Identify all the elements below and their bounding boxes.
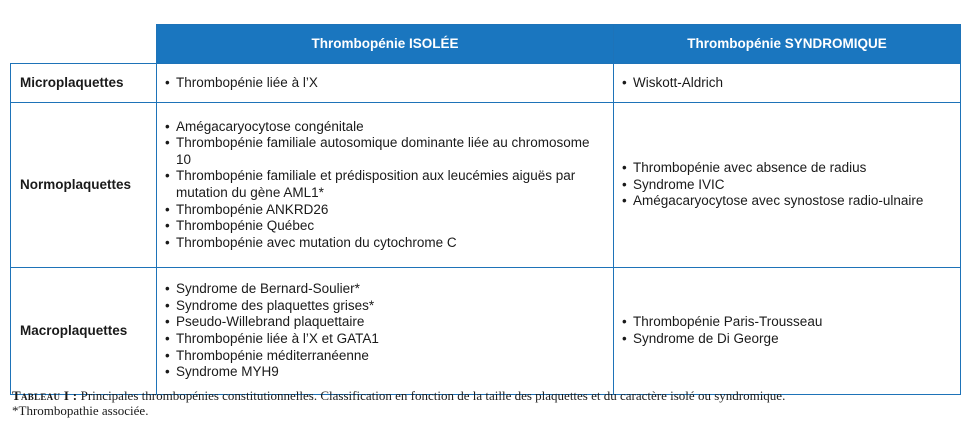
table-row — [11, 268, 961, 395]
cell-syndromique — [614, 103, 961, 268]
corner-cell — [11, 25, 157, 64]
bullet-icon: • — [165, 297, 170, 313]
row-label-normoplaquettes: Normoplaquettes — [11, 103, 157, 268]
list-item-text: Thrombopénie familiale autosomique dominante liée au chromosome 10 — [176, 135, 590, 167]
list-item-text: Thrombopénie ANKRD26 — [176, 201, 329, 217]
list-item — [165, 135, 605, 168]
list-item-text: Syndrome IVIC — [633, 176, 725, 192]
item-list — [622, 160, 952, 210]
list-item — [165, 218, 605, 235]
list-item — [622, 177, 952, 194]
bullet-icon: • — [165, 364, 170, 380]
list-item-text: Thrombopénie Québec — [176, 218, 315, 234]
list-item — [622, 160, 952, 177]
bullet-icon: • — [165, 218, 170, 234]
bullet-icon: • — [165, 281, 170, 297]
bullet-icon: • — [165, 347, 170, 363]
list-item-text: Syndrome MYH9 — [176, 364, 279, 380]
list-item-text: Thrombopénie liée à l’X et GATA1 — [176, 331, 379, 346]
item-list — [622, 75, 952, 92]
list-item-text: Amégacaryocytose congénitale — [176, 118, 364, 134]
bullet-icon: • — [622, 74, 627, 90]
caption-line — [12, 389, 962, 404]
table-row — [11, 64, 961, 103]
list-item — [165, 202, 605, 219]
list-item — [165, 168, 605, 201]
bullet-icon: • — [165, 74, 170, 90]
bullet-icon: • — [165, 234, 170, 250]
list-item-text: Pseudo-Willebrand plaquettaire — [176, 314, 365, 330]
bullet-icon: • — [622, 176, 627, 192]
list-item-text: Thrombopénie liée à l’X — [176, 74, 318, 90]
table-container — [10, 24, 960, 395]
header-syndromique: Thrombopénie SYNDROMIQUE — [614, 25, 961, 64]
list-item-text: Thrombopénie Paris-Trousseau — [633, 314, 823, 330]
cell-syndromique — [614, 268, 961, 395]
bullet-icon: • — [165, 201, 170, 217]
classification-table — [10, 24, 961, 395]
table-row — [11, 103, 961, 268]
cell-syndromique — [614, 64, 961, 103]
list-item-text: Syndrome des plaquettes grises* — [176, 297, 375, 313]
row-label-microplaquettes: Microplaquettes — [11, 64, 157, 103]
item-list — [165, 75, 605, 92]
caption-label: Tableau I : — [12, 388, 78, 403]
item-list — [165, 119, 605, 252]
bullet-icon: • — [165, 168, 170, 184]
bullet-icon: • — [622, 314, 627, 330]
list-item-text: Thrombopénie familiale et prédisposition aux leucémies aiguës par mutation du gène AML1* — [176, 168, 576, 200]
list-item-text: Syndrome de Bernard-Soulier* — [176, 281, 360, 297]
cell-isolee — [157, 103, 614, 268]
list-item-text: Thrombopénie avec mutation du cytochrome C — [176, 234, 457, 250]
header-isolee: Thrombopénie ISOLÉE — [157, 25, 614, 64]
list-item — [165, 235, 605, 252]
item-list — [165, 281, 605, 381]
item-list — [622, 314, 952, 347]
list-item — [165, 364, 605, 381]
list-item — [165, 298, 605, 315]
header-row — [11, 25, 961, 64]
list-item — [165, 331, 605, 348]
list-item — [622, 314, 952, 331]
list-item — [622, 331, 952, 348]
bullet-icon: • — [622, 160, 627, 176]
caption-text: Principales thrombopénies constitutionnelles. Classification en fonction de la taille des plaquettes et du caractère isolé ou syndromique. — [77, 388, 786, 403]
list-item-text: Thrombopénie méditerranéenne — [176, 347, 369, 363]
list-item — [165, 281, 605, 298]
list-item — [165, 119, 605, 136]
list-item-text: Amégacaryocytose avec synostose radio-ulnaire — [633, 193, 924, 209]
row-label-macroplaquettes: Macroplaquettes — [11, 268, 157, 395]
cell-isolee — [157, 268, 614, 395]
list-item — [622, 75, 952, 92]
list-item-text: Wiskott-Aldrich — [633, 74, 724, 90]
list-item — [165, 75, 605, 92]
bullet-icon: • — [622, 331, 627, 346]
cell-isolee — [157, 64, 614, 103]
bullet-icon: • — [622, 193, 627, 209]
bullet-icon: • — [165, 135, 170, 151]
list-item — [165, 314, 605, 331]
list-item — [622, 193, 952, 210]
bullet-icon: • — [165, 331, 170, 346]
list-item — [165, 348, 605, 365]
bullet-icon: • — [165, 118, 170, 134]
list-item-text: Syndrome de Di George — [633, 331, 779, 346]
bullet-icon: • — [165, 314, 170, 330]
table-caption — [12, 389, 962, 418]
list-item-text: Thrombopénie avec absence de radius — [633, 160, 867, 176]
caption-footnote: *Thrombopathie associée. — [12, 402, 149, 418]
